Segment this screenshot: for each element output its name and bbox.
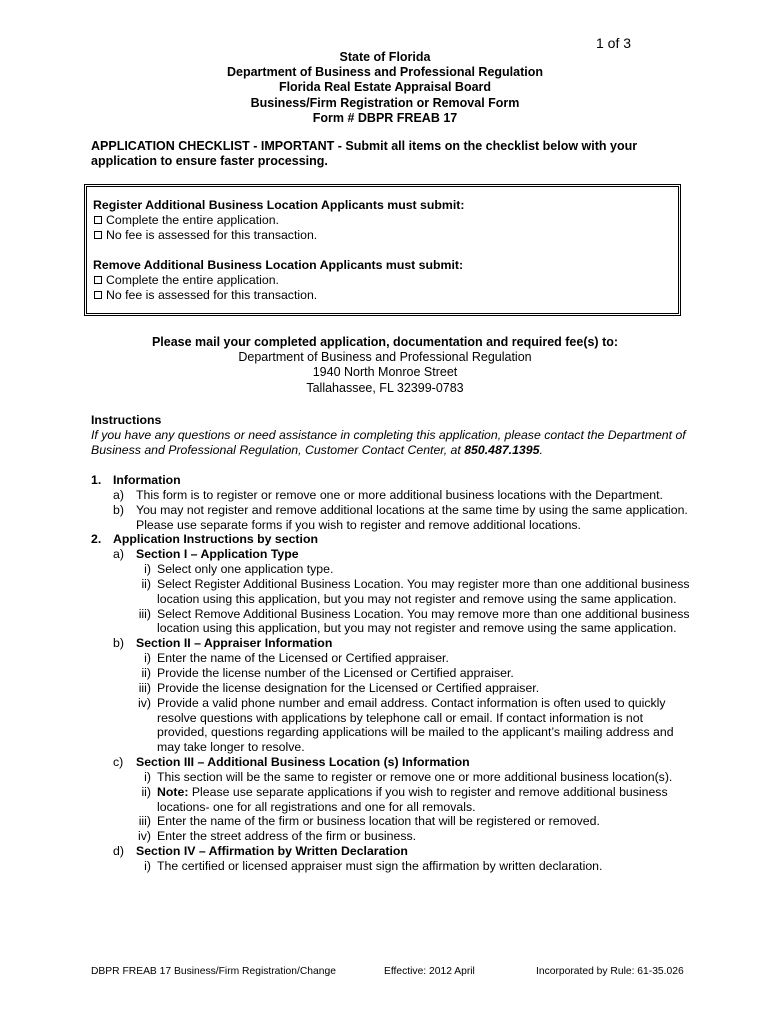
- checklist-item: No fee is assessed for this transaction.: [93, 228, 672, 243]
- list-item: ii) Provide the license number of the Licensed or Certified appraiser.: [141, 665, 514, 680]
- list-item: i) This section will be the same to register or remove one or more additional business location(s).: [144, 769, 673, 784]
- form-header: [0, 50, 770, 126]
- instruction-list: [91, 473, 691, 874]
- page-number: 1 of 3: [596, 35, 632, 51]
- list-item: i) Enter the name of the Licensed or Certified appraiser.: [144, 651, 449, 666]
- footer-form-name: DBPR FREAB 17 Business/Firm Registration/Change: [91, 966, 336, 977]
- list-item: i) Select only one application type.: [144, 562, 334, 577]
- register-heading: Register Additional Business Location Applicants must submit:: [93, 198, 465, 212]
- checklist-item: Complete the entire application.: [93, 213, 672, 228]
- remove-heading: Remove Additional Business Location Applicants must submit:: [93, 258, 464, 272]
- list-item: c) Section III – Additional Business Location (s) Information: [113, 755, 470, 770]
- checklist-item: No fee is assessed for this transaction.: [93, 288, 672, 303]
- checkbox-icon: [94, 276, 102, 284]
- list-item: 2. Application Instructions by section: [91, 532, 318, 547]
- checklist-title: APPLICATION CHECKLIST - IMPORTANT - Submit all items on the checklist below with your application to ensure faster processing.: [91, 139, 638, 168]
- phone-number: 850.487.1395: [464, 443, 540, 457]
- checkbox-icon: [94, 231, 102, 239]
- footer-rule: Incorporated by Rule: 61-35.026: [536, 966, 684, 977]
- header-board: Florida Real Estate Appraisal Board: [278, 80, 492, 95]
- header-form-name: Business/Firm Registration or Removal Form: [250, 95, 520, 110]
- instructions-text: If you have any questions or need assistance in completing this application, please contact the Department of Business and Professional Regulation, Customer Contact Center, at 850.487.1395.: [91, 428, 686, 457]
- header-state: State of Florida: [339, 50, 431, 64]
- footer-effective: Effective: 2012 April: [384, 966, 475, 977]
- list-item: 1. Information: [91, 473, 181, 487]
- instructions: [91, 413, 691, 458]
- checklist-box: [84, 184, 681, 316]
- list-item: iii) Select Remove Additional Business Location. You may remove more than one additional business location using this application, but you may not register and remove using the same application.: [138, 606, 690, 636]
- header-form-number: Form # DBPR FREAB 17: [312, 110, 458, 125]
- list-item: a) Section I – Application Type: [113, 547, 299, 562]
- header-department: Department of Business and Professional Regulation: [226, 65, 544, 80]
- mail-line-1: Department of Business and Professional Regulation: [238, 350, 532, 365]
- list-item: iv) Provide a valid phone number and email address. Contact information is often used to quickly resolve questions with applications by telephone call or email. If contact information is not provided, questions regarding applications will be mailed to the applicant’s mailing address and may take longer to resolve.: [138, 695, 674, 755]
- checklist-item: Complete the entire application.: [93, 273, 672, 288]
- mail-line-3: Tallahassee, FL 32399-0783: [306, 380, 464, 395]
- list-item: a) This form is to register or remove one or more additional business locations with the Department.: [113, 487, 663, 502]
- list-item: iii) Provide the license designation for the Licensed or Certified appraiser.: [138, 680, 540, 695]
- list-item: iv) Enter the street address of the firm or business.: [138, 829, 417, 844]
- list-item: b) You may not register and remove additional locations at the same time by using the same application. Please use separate forms if you wish to register and remove additional locations.: [113, 502, 688, 532]
- mailing-address: [0, 335, 770, 396]
- mail-line-2: 1940 North Monroe Street: [312, 365, 458, 380]
- mail-lead: Please mail your completed application, documentation and required fee(s) to:: [151, 335, 619, 349]
- list-item: d) Section IV – Affirmation by Written Declaration: [113, 844, 408, 859]
- checkbox-icon: [94, 216, 102, 224]
- instructions-heading: Instructions: [91, 413, 162, 427]
- list-item: b) Section II – Appraiser Information: [113, 636, 333, 651]
- checkbox-icon: [94, 291, 102, 299]
- list-item: ii) Note: Please use separate applications if you wish to register and remove additional business locations- one for all registrations and one for all removals.: [141, 784, 668, 814]
- list-item: ii) Select Register Additional Business Location. You may register more than one additional business location using this application, but you may not register and remove using the same application.: [141, 576, 690, 606]
- list-item: i) The certified or licensed appraiser must sign the affirmation by written declaration.: [144, 858, 603, 873]
- list-item: iii) Enter the name of the firm or business location that will be registered or removed.: [138, 814, 600, 829]
